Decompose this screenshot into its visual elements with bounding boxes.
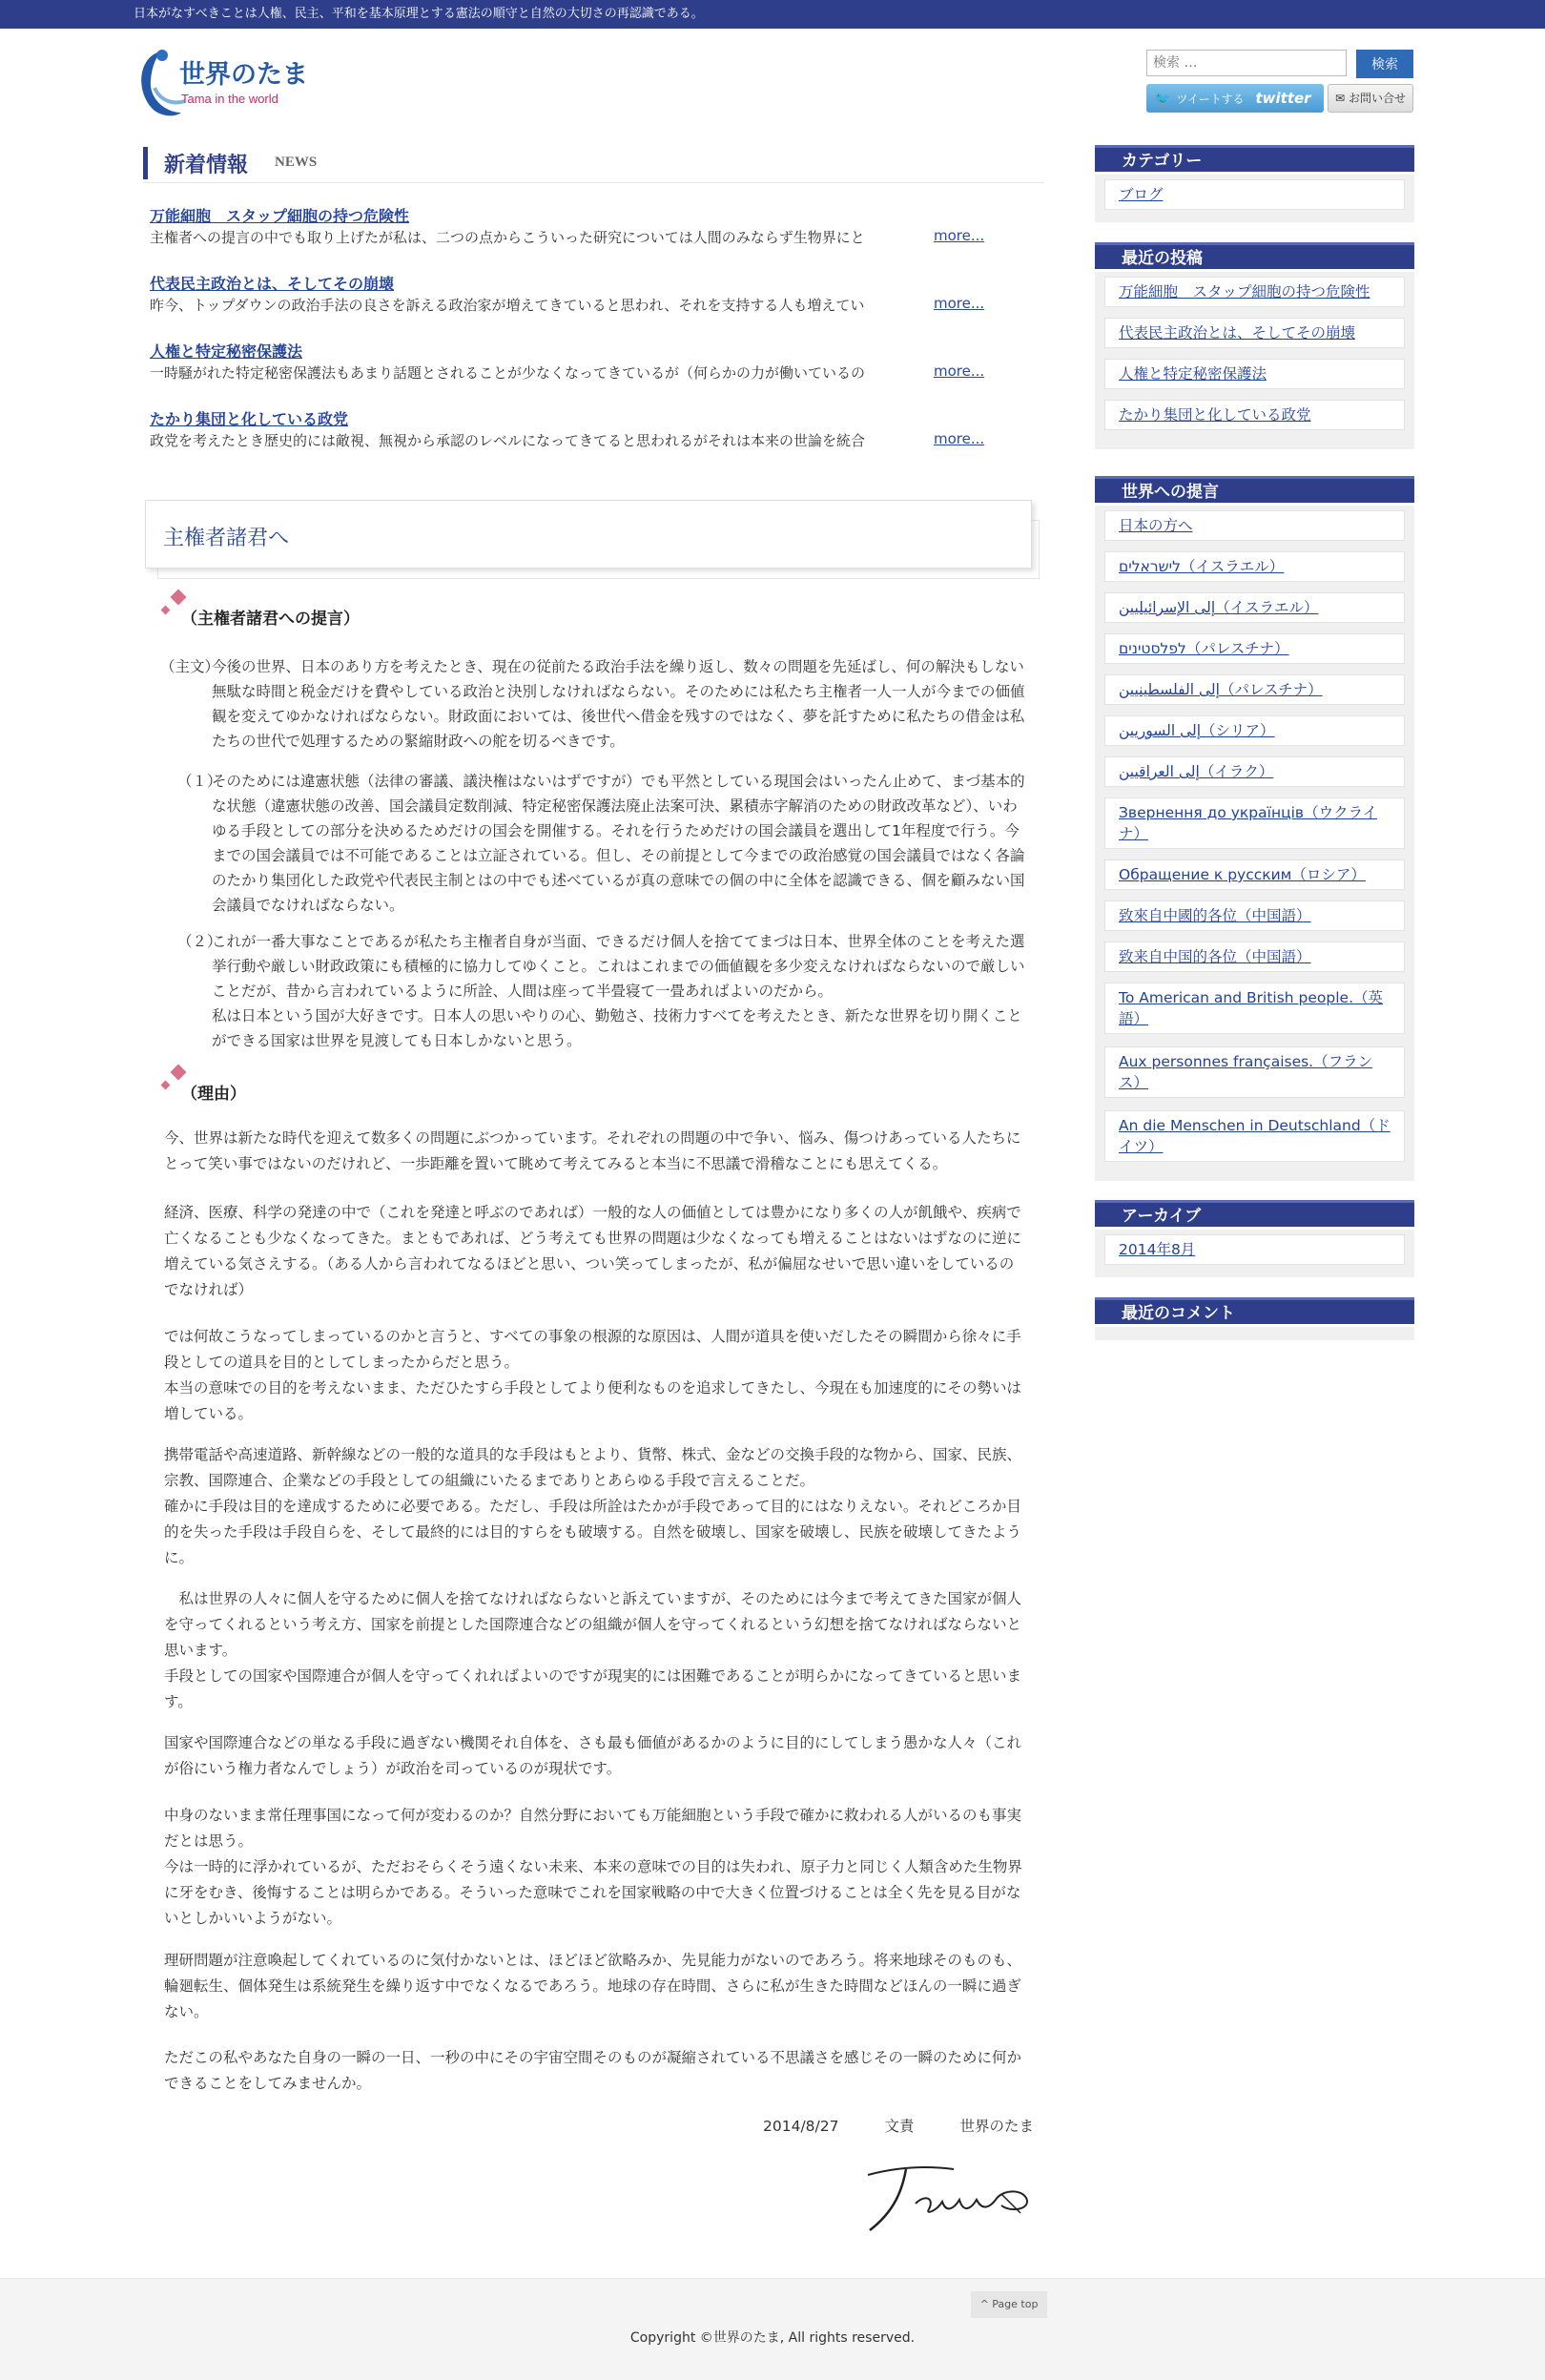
article-paragraph: 私は世界の人々に個人を守るために個人を捨てなければならないと訴えていますが、そのためには今まで考えてきた国家が個人を守ってくれるという考え方、国家を前提とした国際連合などの組織が個人を守ってくれるという幻想を捨てなければならないと思います。 手段としての国家や国際連合が個人を守ってくれればよいのですが現実的には困難であることが明らかになってきていると思います。 bbox=[164, 1590, 1022, 1710]
news-heading-en: NEWS bbox=[275, 155, 318, 170]
widget-archive bbox=[1095, 1230, 1414, 1277]
diamond-bullet-icon bbox=[161, 1081, 171, 1090]
author-name: 世界のたま bbox=[959, 2118, 1035, 2135]
section-title-box bbox=[145, 500, 1032, 569]
proposal-link[interactable]: إلى السوريين（シリア） bbox=[1104, 715, 1405, 746]
twitter-brand: twitter bbox=[1255, 90, 1311, 107]
twitter-bird-icon: 🐦 bbox=[1154, 92, 1171, 107]
proposal-link[interactable]: 日本の方へ bbox=[1104, 510, 1405, 541]
widget-title-proposals: 世界への提言 bbox=[1095, 476, 1414, 503]
widget-recent-posts bbox=[1095, 272, 1414, 449]
top-banner-text: 日本がなすべきことは人権、民主、平和を基本原理とする憲法の順守と自然の大切さの再認識である。 bbox=[134, 7, 704, 21]
proposal-link[interactable]: לישראלים（イスラエル） bbox=[1104, 551, 1405, 582]
diamond-bullet-icon bbox=[161, 606, 171, 615]
widget-title-recent-posts: 最近の投稿 bbox=[1095, 242, 1414, 269]
main-label: （主文） bbox=[160, 658, 220, 675]
article-paragraph: 今、世界は新たな時代を迎えて数多くの問題にぶつかっています。それぞれの問題の中で争い、悩み、傷つけあっている人たちにとって笑い事ではないのだけれど、一歩距離を置いて眺めて考えてみると本当に不思議で滑稽なことにも思えてくる。 bbox=[164, 1129, 1021, 1172]
article-paragraph: 理研問題が注意喚起してくれているのに気付かないとは、ほどほど欲略みか、先見能力がないのであろう。将来地球そのものも、輪廻転生、個体発生は系統発生を繰り返す中でなくなるであろう。地球の存在時間、さらに私が生きた時間などほんの一瞬に過ぎない。 bbox=[164, 1952, 1022, 2020]
more-link[interactable]: more... bbox=[934, 295, 985, 312]
article-paragraph: 中身のないまま常任理事国になって何が変わるのか？自然分野においても万能細胞という手段で確かに救われる人がいるのも事実だとは思う。 今は一時的に浮かれているが、ただおそらくそう遠くない未来、本来の意味での目的は失われ、原子力と同じく人類含めた生物界に牙をむき、後悔することは明らかである。そういった意味でこれを国家戦略の中で大きく位置づけることは全く先を見る目がないとしかいいようがない。 bbox=[164, 1807, 1022, 1927]
news-heading-title: 新着情報 bbox=[164, 153, 249, 177]
archive-link[interactable]: 2014年8月 bbox=[1104, 1234, 1405, 1265]
item2-text: これが一番大事なことであるが私たち主権者自身が当面、できるだけ個人を捨ててまづは日本、世界全体のことを考えた選挙行動や厳しい財政政策にも積極的に協力してゆくこと。これはこれまでの価値観を多少変えなければならないので厳しいことだが、昔から言われているように所詮、人間は座って半畳寝て一畳あればよいのだから。 bbox=[212, 933, 1025, 1000]
page-top-label: Page top bbox=[992, 2298, 1039, 2310]
item2-label: （２） bbox=[177, 933, 222, 950]
inquiry-label: お問い合せ bbox=[1348, 92, 1406, 105]
section-title: 主権者諸君へ bbox=[163, 527, 290, 550]
author-label: 文責 bbox=[884, 2118, 915, 2135]
proposal-link[interactable]: Aux personnes françaises.（フランス） bbox=[1104, 1046, 1405, 1098]
widget-title-archive: アーカイブ bbox=[1095, 1200, 1414, 1227]
diamond-bullet-icon bbox=[171, 1065, 187, 1081]
proposal-link[interactable]: 致來自中國的各位（中国語） bbox=[1104, 900, 1405, 931]
handwritten-signature bbox=[858, 2156, 1049, 2242]
item1-label: （１） bbox=[177, 773, 222, 790]
news-item bbox=[150, 407, 1037, 450]
logo-title: 世界のたま bbox=[179, 60, 308, 90]
inquiry-button[interactable] bbox=[1328, 84, 1413, 113]
more-link[interactable]: more... bbox=[934, 227, 985, 244]
more-link[interactable]: more... bbox=[934, 430, 985, 447]
news-item-excerpt: 昨今、トップダウンの政治手法の良さを訴える政治家が増えてきていると思われ、それを支持する人も増えてい bbox=[150, 297, 865, 314]
proposal-link[interactable]: לפלסטינים（パレスチナ） bbox=[1104, 633, 1405, 664]
news-heading bbox=[143, 145, 1044, 183]
recent-post-link[interactable]: たかり集団と化している政党 bbox=[1104, 400, 1405, 430]
item1-text: そのためには違憲状態（法律の審議、議決権はないはずですが）でも平然としている現国会はいったん止めて、まづ基本的な状態（違憲状態の改善、国会議員定数削減、特定秘密保護法廃止法案可決、累積赤字解消のための財政改革など）、いわゆる手段としての部分を決めるためだけの国会を開催する。それを行うためだけの国会議員を選出して1年程度で行う。今までの国会議員では不可能であることは立証されている。但し、その前提として今までの政治感覚の国会議員ではなく各論のたかり集団化した政党や代表民主制とはの中でも述べているが真の意味での個の中に全体を認識できる、個を顧みない国会議員でなければならない。 bbox=[212, 773, 1025, 914]
category-link[interactable]: ブログ bbox=[1104, 179, 1405, 210]
proposal-link[interactable]: إلى الفلسطينيين（パレスチナ） bbox=[1104, 674, 1405, 705]
reason-heading: （理由） bbox=[181, 1085, 246, 1104]
widget-proposals bbox=[1095, 506, 1414, 1181]
recent-post-link[interactable]: 代表民主政治とは、そしてその崩壊 bbox=[1104, 318, 1405, 348]
top-banner bbox=[0, 0, 1545, 29]
recent-post-link[interactable]: 人権と特定秘密保護法 bbox=[1104, 359, 1405, 389]
more-link[interactable]: more... bbox=[934, 362, 985, 380]
article-paragraph: 経済、医療、科学の発達の中で（これを発達と呼ぶのであれば）一般的な人の価値としては豊かになり多くの人が飢餓や、疾病で亡くなることも少なくなってきた。まともであれば、どう考えても世界の問題は少なくなっても増えることはないはずなのに逆に増えている気さえする。（ある人から言われてなるほどと思い、つい笑ってしまったが、私が偏屈なせいで思い違いをしているのでなければ） bbox=[164, 1204, 1022, 1298]
diamond-bullet-icon bbox=[171, 590, 187, 606]
article-date: 2014/8/27 bbox=[763, 2118, 839, 2135]
news-item-excerpt: 政党を考えたとき歴史的には敵視、無視から承認のレベルになってきてると思われるがそれは本来の世論を統合 bbox=[150, 432, 866, 449]
copyright: Copyright ©世界のたま, All rights reserved. bbox=[629, 2330, 916, 2346]
site-logo[interactable] bbox=[132, 42, 322, 128]
news-item-title[interactable]: 人権と特定秘密保護法 bbox=[150, 342, 303, 361]
article-paragraph: ただこの私やあなた自身の一瞬の一日、一秒の中にその宇宙空間そのものが凝縮されている不思議さを感じその一瞬のために何かできることをしてみませんか。 bbox=[164, 2049, 1022, 2092]
widget-title-categories: カテゴリー bbox=[1095, 145, 1414, 172]
widget-title-recent-comments: 最近のコメント bbox=[1095, 1297, 1414, 1324]
main-text: 今後の世界、日本のあり方を考えたとき、現在の従前たる政治手法を繰り返し、数々の問題を先延ばし、何の解決もしない無駄な時間と税金だけを費やしている政治と決別しなければならない。そのためには私たち主権者一人一人が今までの価値観を変えてゆかなければならない。財政面においては、後世代へ借金を残すのではなく、夢を託すために私たちの借金は私たちの世代で処理するための緊縮財政への舵を切るべきです。 bbox=[212, 658, 1025, 750]
news-item-title[interactable]: 万能細胞 スタップ細胞の持つ危険性 bbox=[150, 207, 410, 225]
news-item bbox=[150, 340, 1037, 383]
news-item-excerpt: 主権者への提言の中でも取り上げたが私は、二つの点からこういった研究については人間のみならず生物界にと bbox=[150, 229, 865, 246]
news-item bbox=[150, 204, 1037, 247]
proposal-link[interactable]: 致来自中国的各位（中国語） bbox=[1104, 942, 1405, 972]
proposal-link[interactable]: إلى الإسرائيليين（イスラエル） bbox=[1104, 592, 1405, 623]
proposal-link[interactable]: إلى العراقيين（イラク） bbox=[1104, 756, 1405, 787]
signature-line bbox=[763, 2115, 1034, 2136]
search-button[interactable]: 検索 bbox=[1356, 50, 1413, 78]
proposal-link[interactable]: Звернення до українців（ウクライナ） bbox=[1104, 797, 1405, 849]
news-item-excerpt: 一時騒がれた特定秘密保護法もあまり話題とされることが少なくなってきているが（何らかの力が働いているの bbox=[150, 364, 866, 382]
news-item-title[interactable]: たかり集団と化している政党 bbox=[150, 410, 349, 428]
logo-subtitle: Tama in the world bbox=[181, 92, 278, 106]
news-item-title[interactable]: 代表民主政治とは、そしてその崩壊 bbox=[150, 275, 395, 293]
widget-categories bbox=[1095, 175, 1414, 222]
mail-icon: ✉ bbox=[1335, 92, 1346, 105]
proposal-link[interactable]: Обращение к русским（ロシア） bbox=[1104, 859, 1405, 890]
arrow-up-icon: ^ bbox=[979, 2298, 993, 2310]
article-paragraph: 携帯電話や高速道路、新幹線などの一般的な道具的な手段はもとより、貨幣、株式、金などの交換手段的な物から、国家、民族、宗教、国際連合、企業などの手段としての組織にいたるまでありとあらゆる手段で言えることだ。 確かに手段は目的を達成するために必要である。ただし、手段は所詮はたかが手段であって目的にはなりえない。それどころか目的を失った手段は手段自らを、そして最終的には目的すらをも破壊する。自然を破壊し、国家を破壊し、民族を破壊してきたように。 bbox=[164, 1446, 1022, 1566]
article-paragraph: 国家や国際連合などの単なる手段に過ぎない機関それ自体を、さも最も価値があるかのように目的にしてしまう愚かな人々（これが俗にいう権力者なんでしょう）が政治を司っているのが現状です。 bbox=[164, 1734, 1022, 1777]
proposal-heading: （主権者諸君への提言） bbox=[181, 610, 360, 629]
page-top-button[interactable] bbox=[971, 2291, 1047, 2318]
tweet-label: ツイートする bbox=[1176, 93, 1245, 106]
proposal-link[interactable]: An die Menschen in Deutschland（ドイツ） bbox=[1104, 1110, 1405, 1162]
tweet-button[interactable] bbox=[1146, 84, 1324, 113]
widget-recent-comments bbox=[1095, 1327, 1414, 1340]
recent-post-link[interactable]: 万能細胞 スタップ細胞の持つ危険性 bbox=[1104, 277, 1405, 307]
news-heading-bar bbox=[143, 147, 148, 179]
site-header bbox=[0, 29, 1545, 134]
article-paragraph: では何故こうなってしまっているのかと言うと、すべての事象の根源的な原因は、人間が道具を使いだしたその瞬間から徐々に手段としての道具を目的としてしまったからだと思う。 本当の意味での目的を考えないまま、ただひたすら手段としてより便利なものを追求してきたし、今現在も加速度的にその勢いは増している。 bbox=[164, 1328, 1022, 1422]
proposal-link[interactable]: To American and British people.（英語） bbox=[1104, 983, 1405, 1034]
search-input[interactable] bbox=[1146, 50, 1347, 76]
item2-text-2: 私は日本という国が大好きです。日本人の思いやりの心、勤勉さ、技術力すべてを考えたとき、新たな世界を切り開くことができる国家は世界を見渡しても日本しかないと思う。 bbox=[212, 1007, 1022, 1049]
news-item bbox=[150, 272, 1037, 315]
